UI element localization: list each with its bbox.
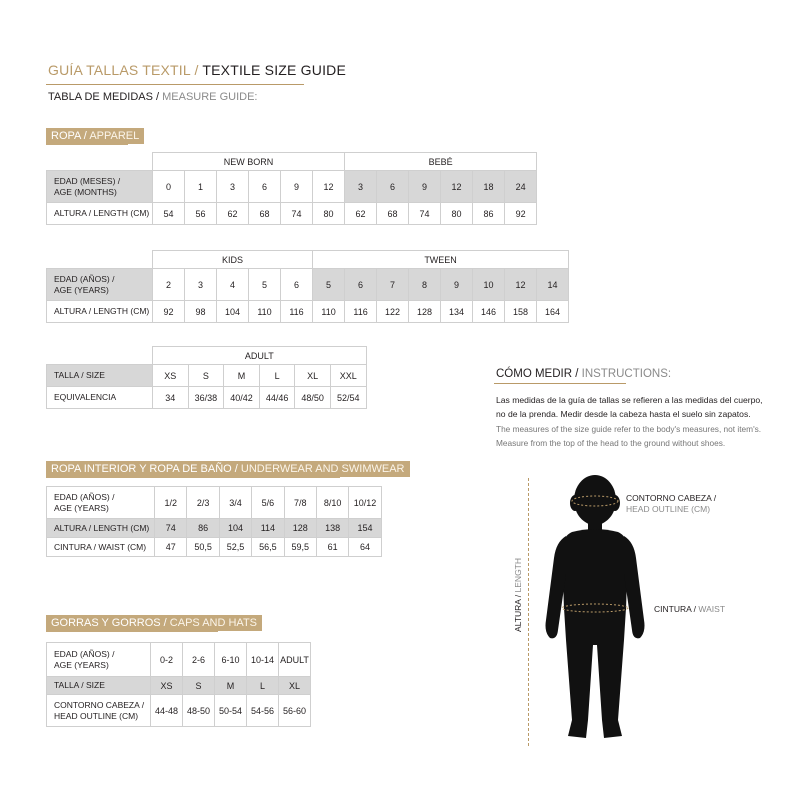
- age-cell: 2/3: [187, 487, 219, 519]
- row-label-waist: CINTURA / WAIST (CM): [47, 538, 155, 557]
- height-label: ALTURA / LENGTH: [513, 557, 523, 632]
- length-cell: 92: [505, 203, 537, 225]
- title-spanish: GUÍA TALLAS TEXTIL /: [48, 62, 203, 78]
- instructions-title: [496, 368, 671, 380]
- length-cell: 138: [316, 519, 348, 538]
- length-cell: 80: [313, 203, 345, 225]
- apparel-table-kids-tween: [46, 250, 569, 323]
- length-cell: 68: [249, 203, 281, 225]
- length-cell: 86: [187, 519, 219, 538]
- instructions-underline: [494, 383, 626, 384]
- age-cell: 0: [153, 171, 185, 203]
- age-cell: 4: [217, 269, 249, 301]
- head-outline-cell: 56-60: [279, 695, 311, 727]
- section-underwear: [46, 461, 410, 477]
- length-cell: 128: [409, 301, 441, 323]
- row-label-age-years: EDAD (AÑOS) / AGE (YEARS): [47, 269, 153, 301]
- section-caps: [46, 615, 262, 631]
- waist-cell: 61: [316, 538, 348, 557]
- age-cell: 18: [473, 171, 505, 203]
- age-cell: 3: [185, 269, 217, 301]
- group-header-baby: BEBÉ: [345, 153, 537, 171]
- age-cell: 7/8: [284, 487, 316, 519]
- length-cell: 98: [185, 301, 217, 323]
- age-cell: 8: [409, 269, 441, 301]
- size-cell: L: [247, 677, 279, 695]
- group-header-kids: KIDS: [153, 251, 313, 269]
- group-header-newborn: NEW BORN: [153, 153, 345, 171]
- instructions-text-spanish: Las medidas de la guía de tallas se refieren a las medidas del cuerpo, no de la prenda. Medir desde la cabeza hasta el suelo sin zapatos.: [496, 395, 763, 419]
- equivalence-cell: 48/50: [295, 387, 331, 409]
- length-cell: 56: [185, 203, 217, 225]
- height-measure-line: [528, 478, 529, 746]
- age-cell: 5/6: [252, 487, 284, 519]
- size-cell: XS: [153, 365, 189, 387]
- age-cell: 12: [313, 171, 345, 203]
- size-cell: XXL: [330, 365, 366, 387]
- section-apparel: [46, 128, 144, 144]
- caps-table: [46, 642, 311, 727]
- length-cell: 74: [409, 203, 441, 225]
- age-cell: 10-14: [247, 643, 279, 677]
- length-cell: 158: [505, 301, 537, 323]
- section-caps-en: CAPS AND HATS: [169, 617, 258, 629]
- length-cell: 110: [313, 301, 345, 323]
- apparel-table-newborn-baby: [46, 152, 537, 225]
- age-cell: ADULT: [279, 643, 311, 677]
- instructions-text-english: The measures of the size guide refer to the body's measures, not item's. Measure from the top of the head to the ground without shoes.: [496, 424, 762, 448]
- head-outline-cell: 44-48: [151, 695, 183, 727]
- group-header-tween: TWEEN: [313, 251, 569, 269]
- waist-cell: 47: [155, 538, 187, 557]
- instructions-title-en: INSTRUCTIONS:: [581, 368, 672, 380]
- age-cell: 6-10: [215, 643, 247, 677]
- row-label-length: ALTURA / LENGTH (CM): [47, 301, 153, 323]
- length-cell: 104: [219, 519, 251, 538]
- length-cell: 134: [441, 301, 473, 323]
- length-cell: 62: [345, 203, 377, 225]
- age-cell: 9: [441, 269, 473, 301]
- length-cell: 122: [377, 301, 409, 323]
- size-cell: XL: [295, 365, 331, 387]
- waist-cell: 52,5: [219, 538, 251, 557]
- head-outline-cell: 54-56: [247, 695, 279, 727]
- age-cell: 5: [313, 269, 345, 301]
- apparel-table-adult: [46, 346, 367, 409]
- length-cell: 114: [252, 519, 284, 538]
- row-label-size: TALLA / SIZE: [47, 677, 151, 695]
- age-cell: 10/12: [349, 487, 381, 519]
- length-cell: 68: [377, 203, 409, 225]
- waist-cell: 64: [349, 538, 381, 557]
- section-apparel-en: APPAREL: [89, 130, 140, 142]
- length-cell: 104: [217, 301, 249, 323]
- size-cell: XS: [151, 677, 183, 695]
- length-cell: 80: [441, 203, 473, 225]
- waist-cell: 56,5: [252, 538, 284, 557]
- equivalence-cell: 34: [153, 387, 189, 409]
- equivalence-cell: 36/38: [188, 387, 224, 409]
- length-cell: 146: [473, 301, 505, 323]
- page-title: [48, 62, 346, 78]
- group-header-adult: ADULT: [153, 347, 367, 365]
- subtitle-spanish: TABLA DE MEDIDAS /: [48, 91, 163, 103]
- age-cell: 8/10: [316, 487, 348, 519]
- age-cell: 3: [217, 171, 249, 203]
- waist-cell: 50,5: [187, 538, 219, 557]
- size-cell: L: [259, 365, 295, 387]
- waist-label: CINTURA / WAIST: [654, 604, 726, 614]
- row-label-age-months: EDAD (MESES) / AGE (MONTHS): [47, 171, 153, 203]
- size-cell: S: [183, 677, 215, 695]
- age-cell: 3/4: [219, 487, 251, 519]
- age-cell: 2: [153, 269, 185, 301]
- row-label-age-years: EDAD (AÑOS) / AGE (YEARS): [47, 487, 155, 519]
- length-cell: 110: [249, 301, 281, 323]
- equivalence-cell: 44/46: [259, 387, 295, 409]
- age-cell: 5: [249, 269, 281, 301]
- length-cell: 74: [281, 203, 313, 225]
- age-cell: 7: [377, 269, 409, 301]
- age-cell: 3: [345, 171, 377, 203]
- age-cell: 0-2: [151, 643, 183, 677]
- waist-cell: 59,5: [284, 538, 316, 557]
- head-outline-cell: 50-54: [215, 695, 247, 727]
- length-cell: 62: [217, 203, 249, 225]
- row-label-length: ALTURA / LENGTH (CM): [47, 203, 153, 225]
- title-english: TEXTILE SIZE GUIDE: [202, 62, 347, 78]
- row-label-size: TALLA / SIZE: [47, 365, 153, 387]
- age-cell: 9: [281, 171, 313, 203]
- row-label-head-outline: CONTORNO CABEZA / HEAD OUTLINE (CM): [47, 695, 151, 727]
- section-caps-rule: [46, 631, 218, 632]
- equivalence-cell: 40/42: [224, 387, 260, 409]
- row-label-age-years: EDAD (AÑOS) / AGE (YEARS): [47, 643, 151, 677]
- age-cell: 24: [505, 171, 537, 203]
- length-cell: 154: [349, 519, 381, 538]
- length-cell: 74: [155, 519, 187, 538]
- head-outline-cell: 48-50: [183, 695, 215, 727]
- age-cell: 1: [185, 171, 217, 203]
- title-underline: [46, 84, 304, 85]
- section-underwear-en: UNDERWEAR AND SWIMWEAR: [240, 463, 405, 475]
- equivalence-cell: 52/54: [330, 387, 366, 409]
- length-cell: 116: [281, 301, 313, 323]
- head-outline-label: CONTORNO CABEZA / HEAD OUTLINE (CM): [626, 493, 717, 514]
- length-cell: 128: [284, 519, 316, 538]
- size-cell: M: [215, 677, 247, 695]
- row-label-equivalence: EQUIVALENCIA: [47, 387, 153, 409]
- age-cell: 2-6: [183, 643, 215, 677]
- age-cell: 1/2: [155, 487, 187, 519]
- age-cell: 6: [281, 269, 313, 301]
- size-cell: S: [188, 365, 224, 387]
- size-cell: M: [224, 365, 260, 387]
- section-apparel-es: ROPA /: [51, 130, 90, 142]
- age-cell: 6: [345, 269, 377, 301]
- length-cell: 86: [473, 203, 505, 225]
- subtitle-english: MEASURE GUIDE:: [162, 91, 258, 103]
- age-cell: 12: [505, 269, 537, 301]
- age-cell: 6: [377, 171, 409, 203]
- section-underwear-es: ROPA INTERIOR Y ROPA DE BAÑO /: [51, 463, 241, 475]
- page-subtitle: [48, 91, 257, 103]
- age-cell: 10: [473, 269, 505, 301]
- age-cell: 12: [441, 171, 473, 203]
- section-caps-es: GORRAS Y GORROS /: [51, 617, 170, 629]
- length-cell: 54: [153, 203, 185, 225]
- age-cell: 6: [249, 171, 281, 203]
- row-label-length: ALTURA / LENGTH (CM): [47, 519, 155, 538]
- instructions-title-es: CÓMO MEDIR /: [496, 368, 582, 380]
- length-cell: 92: [153, 301, 185, 323]
- underwear-table: [46, 486, 382, 557]
- section-underwear-rule: [46, 477, 340, 478]
- size-cell: XL: [279, 677, 311, 695]
- age-cell: 9: [409, 171, 441, 203]
- length-cell: 116: [345, 301, 377, 323]
- age-cell: 14: [537, 269, 569, 301]
- section-apparel-rule: [46, 144, 128, 145]
- length-cell: 164: [537, 301, 569, 323]
